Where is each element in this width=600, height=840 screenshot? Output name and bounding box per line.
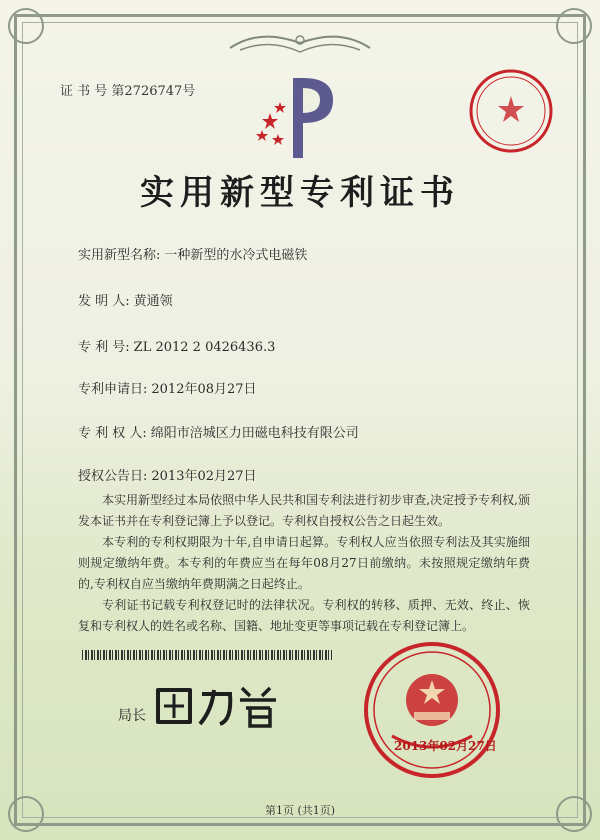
body-paragraph: 专利证书记载专利权登记时的法律状况。专利权的转移、质押、无效、终止、恢复和专利权人的姓名或名称、国籍、地址变更等事项记载在专利登记簿上。 — [78, 598, 530, 633]
grant-date-label: 授权公告日: — [78, 469, 148, 484]
inventor — [78, 290, 173, 309]
body-paragraph: 本实用新型经过本局依照中华人民共和国专利法进行初步审查,决定授予专利权,颁发本证书并在专利登记簿上予以登记。专利权自授权公告之日起生效。 — [78, 493, 530, 528]
agency-stamp — [466, 66, 556, 156]
utility-model-name — [78, 244, 307, 263]
official-seal — [362, 640, 502, 780]
barcode — [82, 650, 332, 660]
inventor-value: 黄通领 — [133, 294, 173, 309]
patent-office-logo — [248, 68, 348, 168]
grant-date — [78, 465, 257, 484]
name-label: 实用新型名称: — [78, 248, 161, 263]
seal-date: 2013年02月27日 — [394, 739, 497, 753]
application-date — [78, 378, 257, 397]
grant-date-value: 2013年02月27日 — [151, 469, 257, 484]
director-signature — [150, 680, 290, 730]
certificate-body — [78, 490, 530, 637]
corner-ornament — [556, 8, 592, 44]
name-value: 一种新型的水冷式电磁铁 — [164, 248, 308, 263]
certificate-title: 实用新型专利证书 — [140, 173, 460, 213]
patentee-label: 专 利 权 人: — [78, 426, 147, 441]
page-number: 第1页 (共1页) — [264, 804, 336, 817]
application-date-label: 专利申请日: — [78, 382, 148, 397]
patentee-value: 绵阳市涪城区力田磁电科技有限公司 — [150, 426, 359, 441]
director-label: 局长 — [118, 708, 146, 724]
corner-ornament — [8, 8, 44, 44]
patent-number — [78, 336, 275, 355]
application-date-value: 2012年08月27日 — [151, 382, 257, 397]
top-ornament — [220, 28, 380, 58]
patent-number-label: 专 利 号: — [78, 340, 130, 355]
patentee — [78, 422, 359, 441]
certificate-number: 证 书 号 第2726747号 — [60, 84, 196, 99]
inventor-label: 发 明 人: — [78, 294, 130, 309]
body-paragraph: 本专利的专利权期限为十年,自申请日起算。专利权人应当依照专利法及其实施细则规定缴纳年费。本专利的年费应当在每年08月27日前缴纳。未按照规定缴纳年费的,专利权自应当缴纳年费期满之日起终止。 — [78, 535, 530, 591]
patent-number-value: ZL 2012 2 0426436.3 — [133, 340, 276, 355]
